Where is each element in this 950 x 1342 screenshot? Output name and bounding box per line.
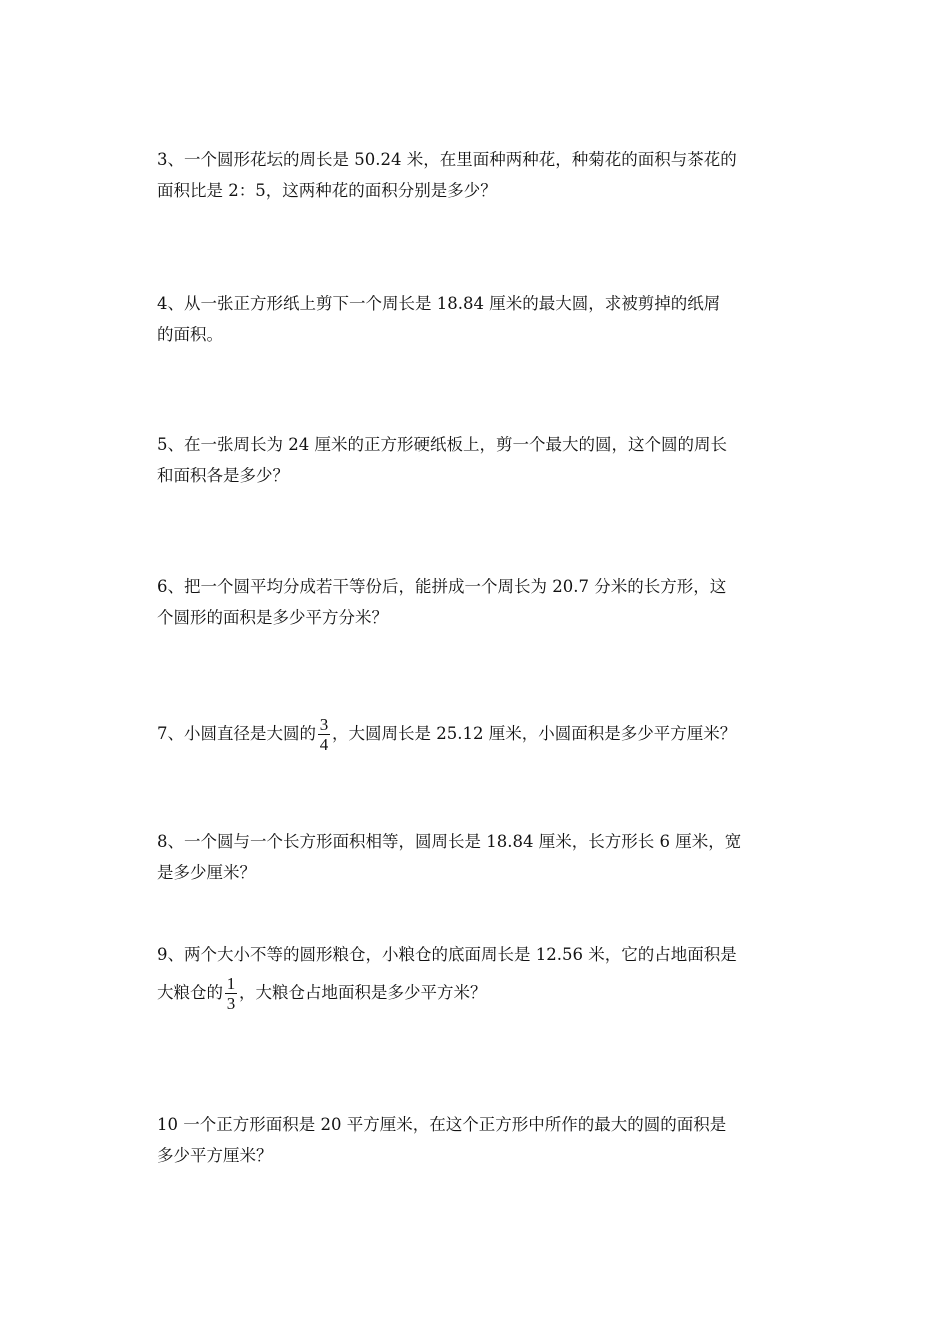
question-8 xyxy=(157,826,802,888)
fraction-denominator: 4 xyxy=(319,735,329,754)
question-9 xyxy=(157,939,802,1013)
question-text-line: 个圆形的面积是多少平方分米？ xyxy=(157,608,388,627)
question-text-line: 5、在一张周长为 24 厘米的正方形硬纸板上，剪一个最大的圆，这个圆的周长 xyxy=(157,435,727,454)
question-text-line: 6、把一个圆平均分成若干等份后，能拼成一个周长为 20.7 分米的长方形，这 xyxy=(157,577,727,596)
question-10 xyxy=(157,1109,802,1171)
question-text-line: 10 一个正方形面积是 20 平方厘米，在这个正方形中所作的最大的圆的面积是 xyxy=(157,1115,727,1134)
fraction-numerator: 3 xyxy=(319,715,329,734)
fraction xyxy=(318,715,330,754)
question-text-line: 是多少厘米？ xyxy=(157,863,256,882)
fraction-denominator: 3 xyxy=(226,994,236,1013)
question-text-line: 8、一个圆与一个长方形面积相等，圆周长是 18.84 厘米，长方形长 6 厘米，宽 xyxy=(157,832,742,851)
fraction-numerator: 1 xyxy=(226,974,236,993)
question-7 xyxy=(157,715,802,754)
question-5 xyxy=(157,429,802,491)
question-text-line: 面积比是 2：5，这两种花的面积分别是多少？ xyxy=(157,181,497,200)
question-text-line: 的面积。 xyxy=(157,325,223,344)
question-text: ，大圆周长是 25.12 厘米，小圆面积是多少平方厘米？ xyxy=(332,724,737,743)
question-text: 大粮仓的 xyxy=(157,983,223,1002)
question-text-line: 和面积各是多少？ xyxy=(157,466,289,485)
question-text: 7、小圆直径是大圆的 xyxy=(157,724,316,743)
question-text: ，大粮仓占地面积是多少平方米？ xyxy=(239,983,487,1002)
fraction xyxy=(225,974,237,1013)
question-text-line: 3、一个圆形花坛的周长是 50.24 米，在里面种两种花，种菊花的面积与茶花的 xyxy=(157,150,737,169)
question-text-line: 9、两个大小不等的圆形粮仓，小粮仓的底面周长是 12.56 米，它的占地面积是 xyxy=(157,945,737,964)
question-4 xyxy=(157,288,802,350)
question-3 xyxy=(157,144,802,206)
question-text-line: 多少平方厘米？ xyxy=(157,1146,273,1165)
question-6 xyxy=(157,571,802,633)
question-text-line: 4、从一张正方形纸上剪下一个周长是 18.84 厘米的最大圆，求被剪掉的纸屑 xyxy=(157,294,721,313)
